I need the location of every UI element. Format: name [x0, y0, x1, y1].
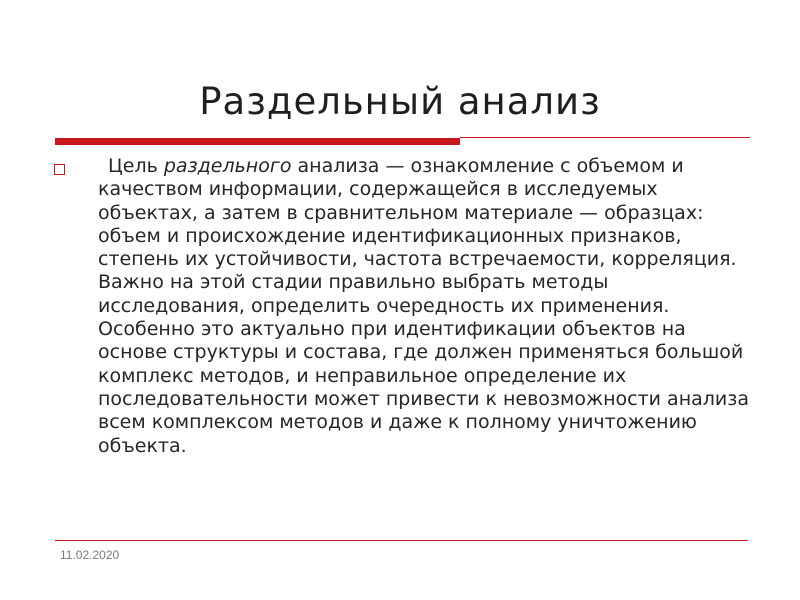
body-text-lead: Цель — [108, 155, 164, 177]
title-underline-thin — [460, 137, 750, 138]
slide-body-paragraph — [98, 155, 758, 458]
title-underline-thick — [55, 138, 460, 145]
body-text-italic: раздельного — [163, 155, 292, 177]
body-text-main: анализа — ознакомление с объемом и качеством информации, содержащейся в исследуемых объектах, а затем в сравнительном материале — образцах: объем и происхождение идентификационных признаков, степень их устойчивости, частота встречаемости, корреляция. Важно на этой стадии правильно выбрать методы исследования, определить очередность их применения. Особенно это актуально при идентификации объектов на основе структуры и состава, где должен применяться большой комплекс методов, и неправильное определение их последовательности может привести к невозможности анализа всем комплексом методов и даже к полному уничтожению объекта. — [98, 155, 749, 457]
slide-title: Раздельный анализ — [199, 80, 601, 123]
hollow-square-bullet-icon — [54, 164, 65, 175]
footer-divider — [55, 540, 748, 541]
footer-date: 11.02.2020 — [60, 548, 120, 562]
